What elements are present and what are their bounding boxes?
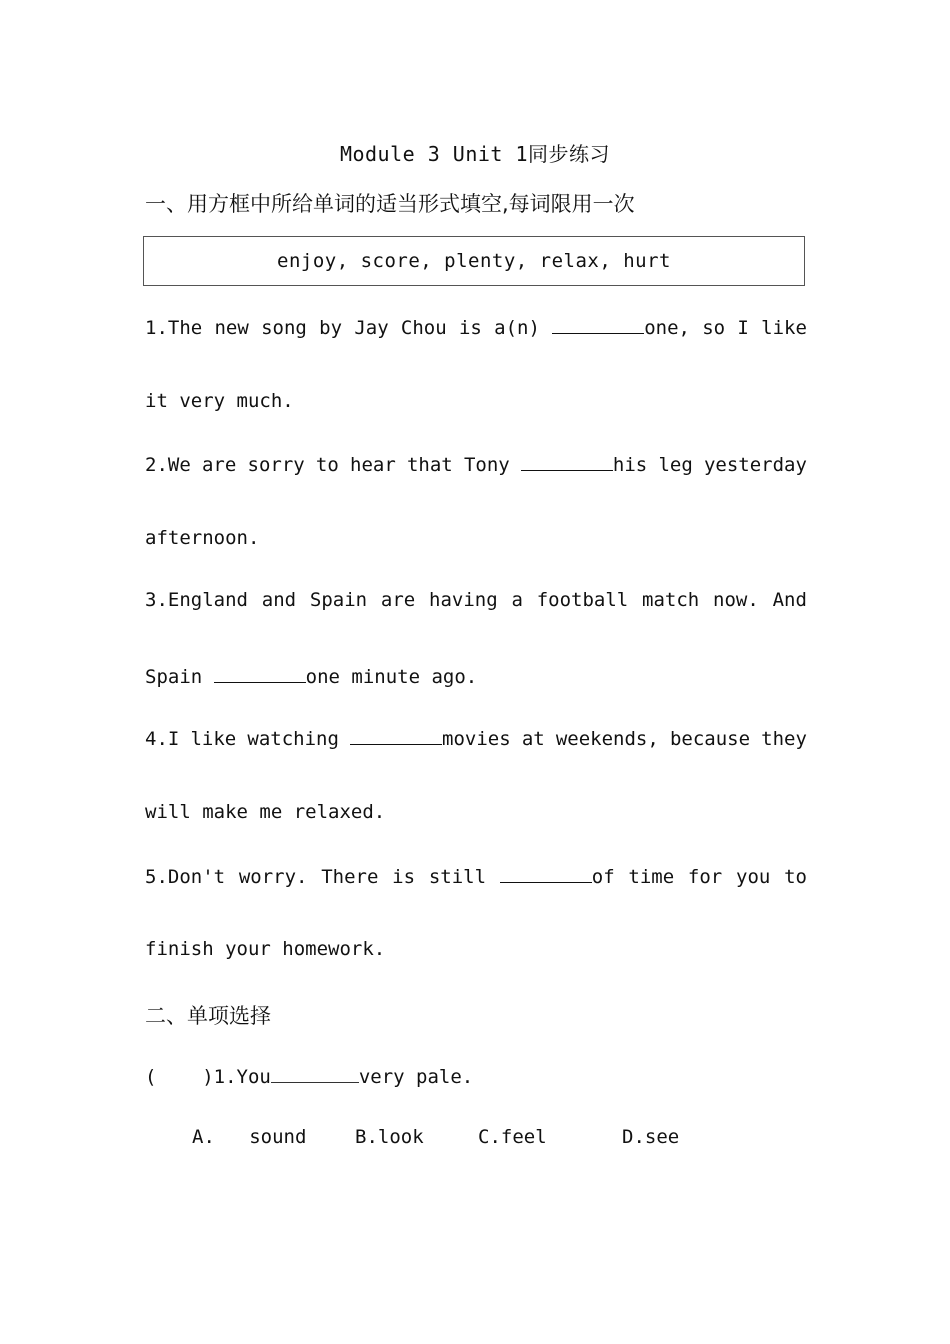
word: 4.I (145, 728, 180, 750)
answer-blank-2[interactable] (521, 452, 613, 471)
word: song (261, 317, 307, 339)
word-box-text: enjoy, score, plenty, relax, hurt (277, 250, 671, 272)
word: There (321, 866, 379, 888)
answer-paren[interactable]: ( ) (145, 1066, 214, 1088)
word: new (214, 317, 249, 339)
word: sorry (247, 454, 305, 476)
word: so (702, 317, 726, 339)
question-2-line-1 (145, 452, 807, 476)
word: his (612, 454, 648, 476)
question-5-line-2: finish your homework. (145, 938, 386, 960)
word: because (669, 728, 751, 750)
option-b[interactable]: B.look (355, 1126, 424, 1148)
word: at (521, 728, 545, 750)
question-1-line-1 (145, 315, 807, 339)
mc-blank-1 (271, 1064, 359, 1083)
word: hear (350, 454, 396, 476)
option-d[interactable]: D.see (622, 1126, 680, 1148)
word: match (642, 589, 700, 611)
word: is (458, 317, 482, 339)
word: is (392, 866, 416, 888)
word: they (761, 728, 807, 750)
word: 5.Don't (145, 866, 226, 888)
word: like (761, 317, 807, 339)
word: weekends, (555, 728, 659, 750)
word: very pale. (358, 1066, 474, 1088)
answer-blank-1[interactable] (552, 315, 644, 334)
question-4-line-1 (145, 726, 807, 750)
word: worry. (238, 866, 308, 888)
word: for (687, 866, 723, 888)
word: Chou (400, 317, 447, 339)
question-3-line-1 (145, 589, 807, 611)
word: Jay (354, 317, 389, 339)
question-3-line-2 (145, 664, 807, 688)
word: movies (442, 728, 511, 750)
word-box (143, 236, 805, 286)
answer-blank-5[interactable] (500, 864, 592, 883)
word: now. (713, 589, 759, 611)
word: to (784, 866, 807, 888)
word: Spain (309, 589, 368, 611)
word: that (406, 454, 453, 476)
word: leg (658, 454, 693, 476)
word: a (511, 589, 523, 611)
answer-blank-4[interactable] (350, 726, 442, 745)
word: watching (247, 728, 339, 750)
word: having (429, 589, 498, 611)
word: still (428, 866, 487, 888)
option-c[interactable]: C.feel (478, 1126, 547, 1148)
section-2-heading: 二、单项选择 (145, 1004, 271, 1028)
section-1-heading: 一、用方框中所给单词的适当形式填空,每词限用一次 (145, 192, 635, 216)
answer-blank-group (552, 315, 690, 339)
question-5-line-1 (145, 864, 807, 888)
answer-blank-group (350, 726, 511, 750)
word: Spain (145, 666, 214, 688)
word: to (315, 454, 339, 476)
answer-blank-3[interactable] (214, 664, 306, 683)
word: 2.We (145, 454, 191, 476)
word: a(n) (494, 317, 540, 339)
word: one, (644, 317, 690, 339)
word: like (190, 728, 237, 750)
word: football (536, 589, 629, 611)
option-a[interactable]: A. sound (192, 1126, 307, 1148)
word: And (772, 589, 807, 611)
word: 1.The (145, 317, 203, 339)
word: 1.You (213, 1066, 271, 1088)
word: 3.England (145, 589, 248, 611)
word: yesterday (703, 454, 807, 476)
page-title: Module 3 Unit 1同步练习 (339, 142, 611, 166)
word: are (201, 454, 237, 476)
word: and (261, 589, 297, 611)
word: one minute ago. (305, 666, 478, 688)
word: I (737, 317, 749, 339)
question-2-line-2: afternoon. (145, 527, 260, 549)
question-1-line-2: it very much. (145, 390, 294, 412)
answer-blank-group (500, 864, 615, 888)
answer-blank-group (521, 452, 647, 476)
word: are (380, 589, 416, 611)
word: by (319, 317, 343, 339)
word: of (591, 866, 615, 888)
word: you (736, 866, 771, 888)
mc-question-1 (145, 1064, 807, 1088)
word: Tony (463, 454, 510, 476)
question-4-line-2: will make me relaxed. (145, 801, 386, 823)
word: time (628, 866, 675, 888)
